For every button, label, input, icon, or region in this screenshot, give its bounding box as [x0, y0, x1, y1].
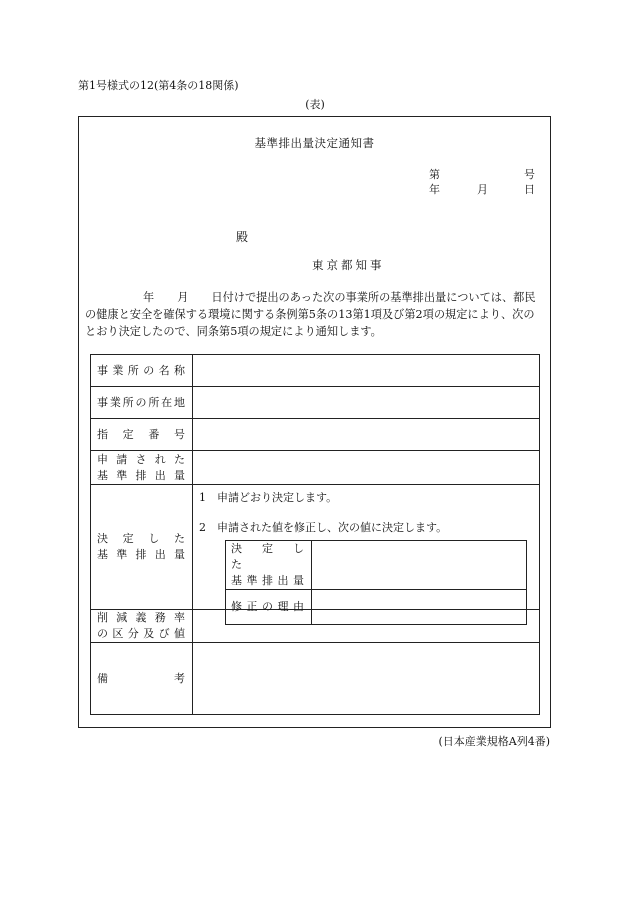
- correction-table: [225, 540, 527, 625]
- requested-baseline-label: 申請された 基準排出量: [91, 451, 193, 485]
- office-name-value[interactable]: [193, 355, 540, 387]
- form-id: 第1号様式の12(第4条の18関係): [78, 79, 239, 92]
- table-row: [91, 419, 540, 451]
- corrected-baseline-label: 決 定 し た 基準排出量: [226, 541, 312, 590]
- body-month: 月: [177, 291, 189, 304]
- decision-cell: [193, 485, 540, 613]
- date-month: 月: [477, 183, 488, 196]
- table-row: [226, 541, 527, 590]
- remarks-label: 備 考: [91, 643, 193, 715]
- option-as-requested: 1 申請どおり決定します。: [199, 491, 338, 504]
- date-day: 日: [524, 183, 535, 196]
- table-row: [226, 590, 527, 625]
- issuer: 東京都知事: [312, 258, 385, 272]
- body-rest: 日付けで提出のあった次の事業所の基準排出量については、都民: [211, 291, 536, 304]
- designation-number-value[interactable]: [193, 419, 540, 451]
- body-line-1: [85, 289, 547, 306]
- side-label: (表): [305, 98, 325, 111]
- table-row: [91, 387, 540, 419]
- details-table: [90, 354, 540, 715]
- paper-size-note: (日本産業規格A列4番): [438, 735, 550, 748]
- option-corrected: 2 申請された値を修正し、次の値に決定します。: [199, 521, 448, 534]
- number-prefix: 第: [429, 168, 440, 181]
- correction-reason-label: 修正の理由: [226, 590, 312, 625]
- notice-title: 基準排出量決定通知書: [254, 136, 375, 150]
- correction-reason-value[interactable]: [312, 590, 527, 625]
- remarks-value[interactable]: [193, 643, 540, 715]
- requested-baseline-value[interactable]: [193, 451, 540, 485]
- body-line-3: とおり決定したので、同条第5項の規定により通知します。: [85, 325, 382, 338]
- table-row: [91, 355, 540, 387]
- table-row: [91, 485, 540, 610]
- office-address-label: 事業所の所在地: [91, 387, 193, 419]
- body-year: 年: [143, 291, 155, 304]
- table-row: [91, 643, 540, 715]
- office-address-value[interactable]: [193, 387, 540, 419]
- reduction-rate-label: 削減義務率 の区分及び値: [91, 610, 193, 643]
- corrected-baseline-value[interactable]: [312, 541, 527, 590]
- designation-number-label: 指 定 番 号: [91, 419, 193, 451]
- office-name-label: 事業所の名称: [91, 355, 193, 387]
- notice-body: [85, 289, 547, 340]
- body-line-2: の健康と安全を確保する環境に関する条例第5条の13第1項及び第2項の規定により、次の: [85, 308, 535, 321]
- number-suffix: 号: [524, 168, 535, 181]
- table-row: [91, 451, 540, 485]
- addressee-honorific: 殿: [236, 230, 249, 244]
- decided-baseline-label: 決 定 し た 基準排出量: [91, 485, 193, 610]
- date-year: 年: [429, 183, 440, 196]
